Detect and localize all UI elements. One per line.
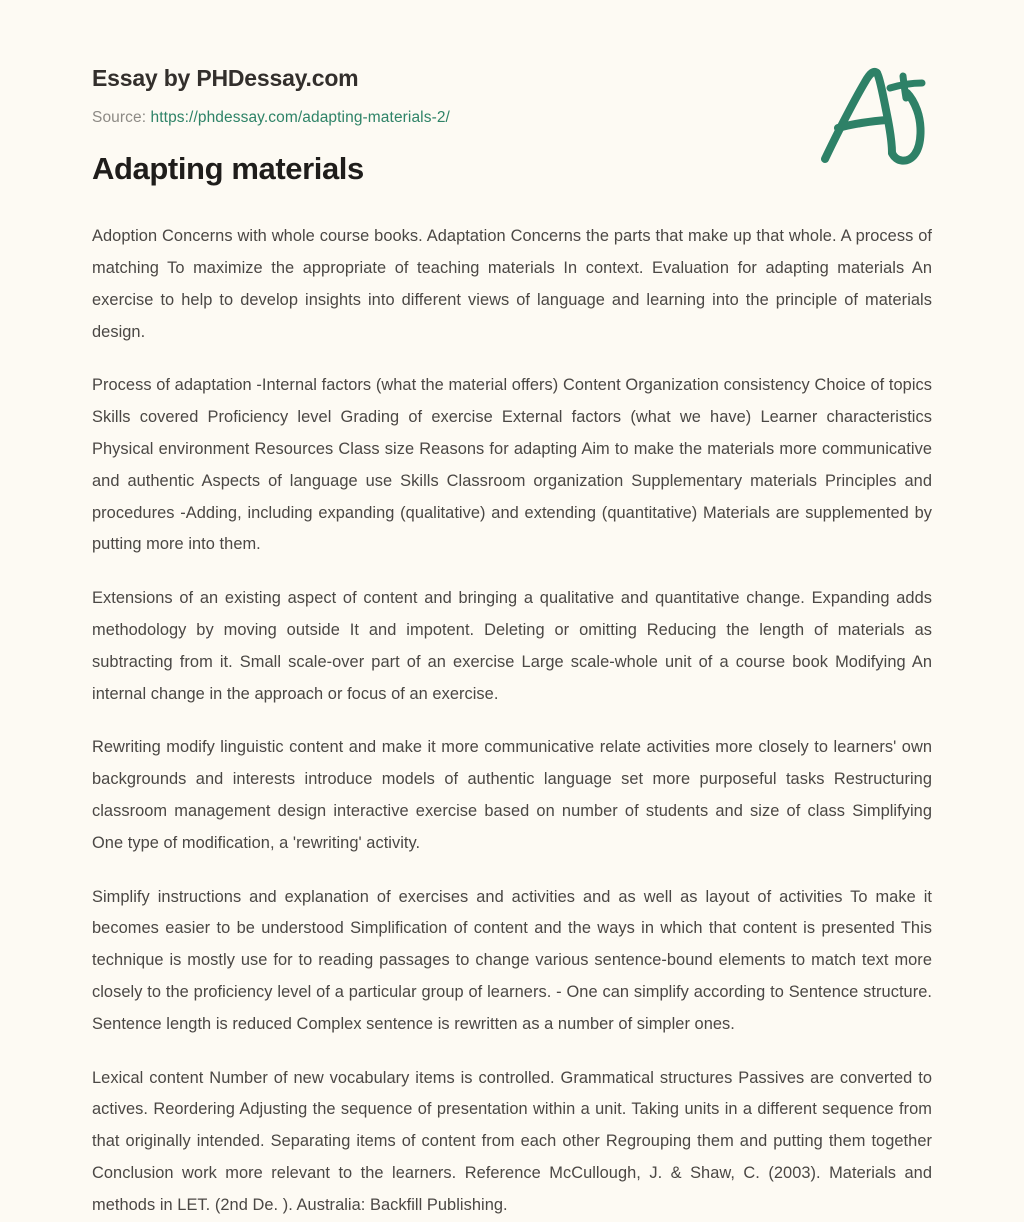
paragraph: Extensions of an existing aspect of content and bringing a qualitative and quantitative change. Expanding adds methodology by moving outside It and impotent. Deleting or omitting Reducing the length of materials as subtracting from it. Small scale-over part of an exercise Large scale-whole unit of a course book Modifying An internal change in the approach or focus of an exercise. — [92, 589, 932, 703]
essay-body — [92, 221, 932, 1221]
paragraph: Rewriting modify linguistic content and make it more communicative relate activities more closely to learners' own backgrounds and interests introduce models of authentic language set more purposeful tasks Restructuring classroom management design interactive exercise based on number of students and size of class Simplifying One type of modification, a 'rewriting' activity. — [92, 738, 932, 852]
paragraph: Adoption Concerns with whole course books. Adaptation Concerns the parts that make up that whole. A process of matching To maximize the appropriate of teaching materials In context. Evaluation for adapting materials An exercise to help to develop insights into different views of language and learning into the principle of materials design. — [92, 227, 932, 341]
source-url-link[interactable]: https://phdessay.com/adapting-materials-2/ — [150, 109, 450, 127]
brand-title: Essay by PHDessay.com — [92, 65, 359, 91]
paragraph: Lexical content Number of new vocabulary items is controlled. Grammatical structures Passives are converted to actives. Reordering Adjusting the sequence of presentation within a unit. Taking units in a different sequence from that originally intended. Separating items of content from each other Regrouping them and putting them together Conclusion work more relevant to the learners. Reference McCullough, J. & Shaw, C. (2003). Materials and methods in LET. (2nd De. ). Australia: Backfill Publishing. — [92, 1068, 932, 1214]
aplus-logo-icon — [812, 58, 942, 168]
paragraph: Simplify instructions and explanation of exercises and activities and as well as layout of activities To make it becomes easier to be understood Simplification of content and the ways in which that content is presented This technique is mostly use for to reading passages to change various sentence-bound elements to match text more closely to the proficiency level of a particular group of learners. - One can simplify according to Sentence structure. Sentence length is reduced Complex sentence is rewritten as a number of simpler ones. — [92, 887, 932, 1033]
page-header — [92, 0, 932, 127]
paragraph: Process of adaptation -Internal factors (what the material offers) Content Organization consistency Choice of topics Skills covered Proficiency level Grading of exercise External factors (what we have) Learner characteristics Physical environment Resources Class size Reasons for adapting Aim to make the materials more communicative and authentic Aspects of language use Skills Classroom organization Supplementary materials Principles and procedures -Adding, including expanding (qualitative) and extending (quantitative) Materials are supplemented by putting more into them. — [92, 376, 932, 554]
source-line — [92, 109, 932, 127]
page-title: Adapting materials — [92, 151, 364, 186]
source-label: Source: — [92, 109, 147, 127]
